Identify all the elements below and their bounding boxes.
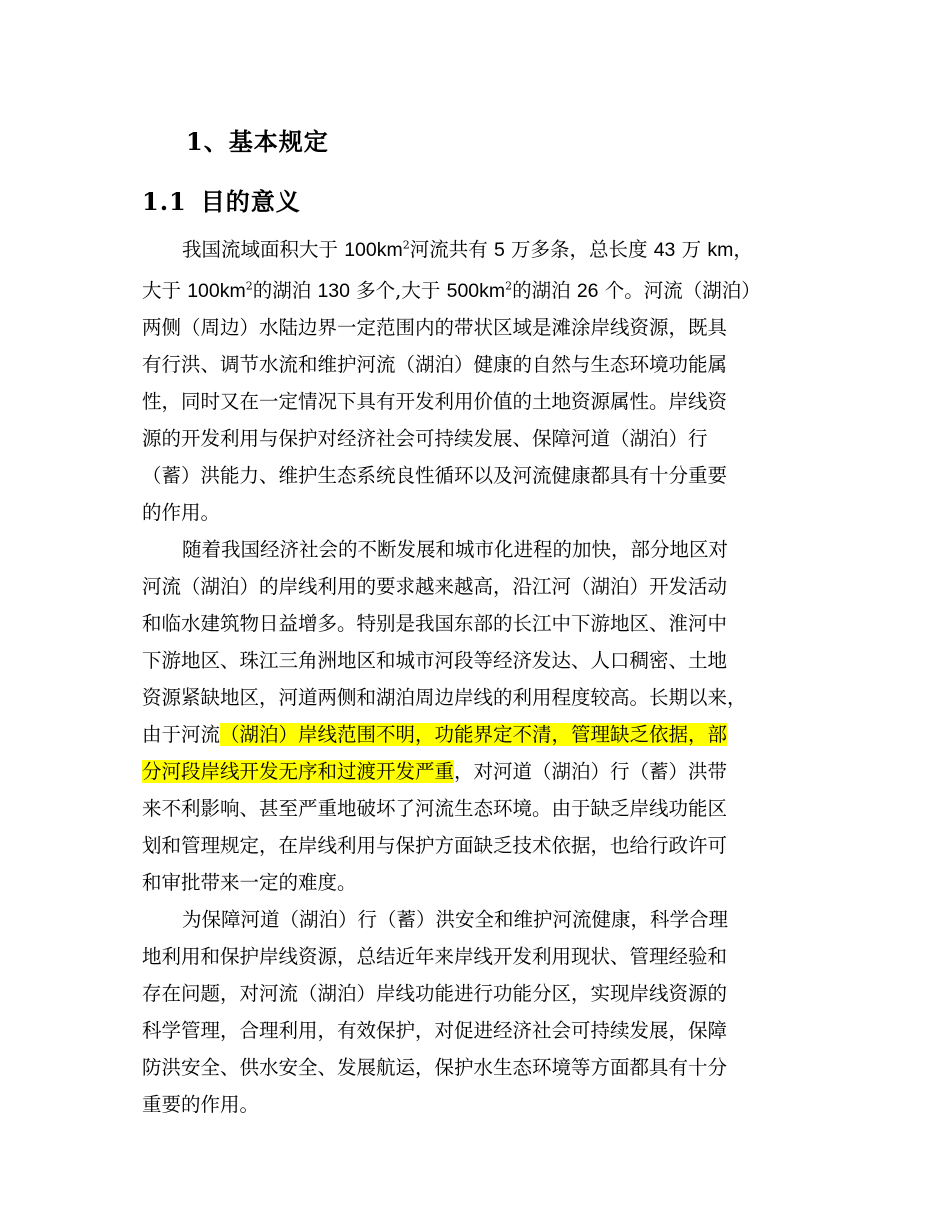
text-run: ， <box>733 238 753 261</box>
section-heading: 1、基本规定 <box>186 127 329 156</box>
text-run: 的湖泊 <box>252 279 318 302</box>
text-line <box>142 494 812 531</box>
text-line <box>142 1086 812 1123</box>
text-run: 100km <box>344 239 403 261</box>
text-run: 下游地区、珠江三角洲地区和城市河段等经济发达、人口稠密、土地 <box>142 649 728 672</box>
highlighted-text: 分河段岸线开发无序和过渡开发严重 <box>142 760 455 783</box>
text-run: 科学管理，合理利用，有效保护，对促进经济社会可持续发展，保障 <box>142 1019 728 1042</box>
text-run: 43 <box>653 239 676 261</box>
text-line <box>142 901 812 938</box>
text-line <box>142 716 812 753</box>
text-line <box>142 346 812 383</box>
text-line <box>142 790 812 827</box>
text-run: 大于 <box>142 279 188 302</box>
text-line <box>142 383 812 420</box>
text-line <box>142 1049 812 1086</box>
text-run: 多个,大于 <box>349 279 447 302</box>
text-run: 河流共有 <box>409 238 494 261</box>
superscript: 2 <box>245 279 253 293</box>
text-run: 有行洪、调节水流和维护河流（湖泊）健康的自然与生态环境功能属 <box>142 353 728 376</box>
text-line <box>142 605 812 642</box>
text-line <box>142 568 812 605</box>
text-run: 性，同时又在一定情况下具有开发利用价值的土地资源属性。岸线资 <box>142 390 728 413</box>
text-run: 和临水建筑物日益增多。特别是我国东部的长江中下游地区、淮河中 <box>142 612 728 635</box>
superscript: 2 <box>402 238 410 252</box>
text-line <box>142 531 812 568</box>
text-run: 100km <box>187 280 246 302</box>
text-line <box>142 272 812 309</box>
text-line <box>142 420 812 457</box>
text-run: 随着我国经济社会的不断发展和城市化进程的加快，部分地区对 <box>182 538 729 561</box>
text-run: 个。河流（湖泊） <box>598 279 761 302</box>
text-line <box>142 309 812 346</box>
body-text <box>142 228 812 1123</box>
text-line <box>142 938 812 975</box>
text-run: 5 <box>493 239 505 261</box>
text-line <box>142 753 812 790</box>
subsection-heading <box>142 182 301 217</box>
text-run: 源的开发利用与保护对经济社会可持续发展、保障河道（湖泊）行 <box>142 427 708 450</box>
text-run: 130 <box>317 280 350 302</box>
text-line <box>142 228 812 272</box>
text-run: 的湖泊 <box>512 279 577 302</box>
text-line <box>142 679 812 716</box>
paragraph <box>142 228 812 531</box>
text-run: 河流（湖泊）的岸线利用的要求越来越高，沿江河（湖泊）开发活动 <box>142 575 728 598</box>
text-run: （蓄）洪能力、维护生态系统良性循环以及河流健康都具有十分重要 <box>142 464 728 487</box>
text-run: 存在问题，对河流（湖泊）岸线功能进行功能分区，实现岸线资源的 <box>142 982 728 1005</box>
text-run: 万多条，总长度 <box>504 238 654 261</box>
text-run: 由于河流 <box>142 723 221 746</box>
text-run: 防洪安全、供水安全、发展航运，保护水生态环境等方面都具有十分 <box>142 1056 728 1079</box>
text-line <box>142 827 812 864</box>
paragraph <box>142 531 812 901</box>
text-run: 的作用。 <box>142 501 221 524</box>
text-run: ，对河道（湖泊）行（蓄）洪带 <box>454 760 728 783</box>
text-line <box>142 975 812 1012</box>
highlighted-text: （湖泊）岸线范围不明，功能界定不清，管理缺乏依据，部 <box>220 723 728 746</box>
text-run: 26 <box>576 280 599 302</box>
text-run: 两侧（周边）水陆边界一定范围内的带状区域是滩涂岸线资源，既具 <box>142 316 728 339</box>
text-run: 为保障河道（湖泊）行（蓄）洪安全和维护河流健康，科学合理 <box>182 908 729 931</box>
text-run: 地利用和保护岸线资源，总结近年来岸线开发利用现状、管理经验和 <box>142 945 728 968</box>
text-line <box>142 457 812 494</box>
text-run: 来不利影响、甚至严重地破坏了河流生态环境。由于缺乏岸线功能区 <box>142 797 728 820</box>
text-line <box>142 642 812 679</box>
paragraph <box>142 901 812 1123</box>
text-line <box>142 864 812 901</box>
text-run: 划和管理规定，在岸线利用与保护方面缺乏技术依据，也给行政许可 <box>142 834 728 857</box>
subsection-number: 1.1 <box>142 187 187 216</box>
subsection-title: 目的意义 <box>200 187 301 216</box>
text-run: 我国流域面积大于 <box>182 238 345 261</box>
text-run: 重要的作用。 <box>142 1093 260 1116</box>
text-run: 和审批带来一定的难度。 <box>142 871 357 894</box>
superscript: 2 <box>505 279 513 293</box>
text-run: 万 <box>675 238 708 261</box>
text-run: km <box>707 239 734 261</box>
text-run: 资源紧缺地区，河道两侧和湖泊周边岸线的利用程度较高。长期以来， <box>142 686 747 709</box>
text-line <box>142 1012 812 1049</box>
text-run: 500km <box>446 280 506 302</box>
